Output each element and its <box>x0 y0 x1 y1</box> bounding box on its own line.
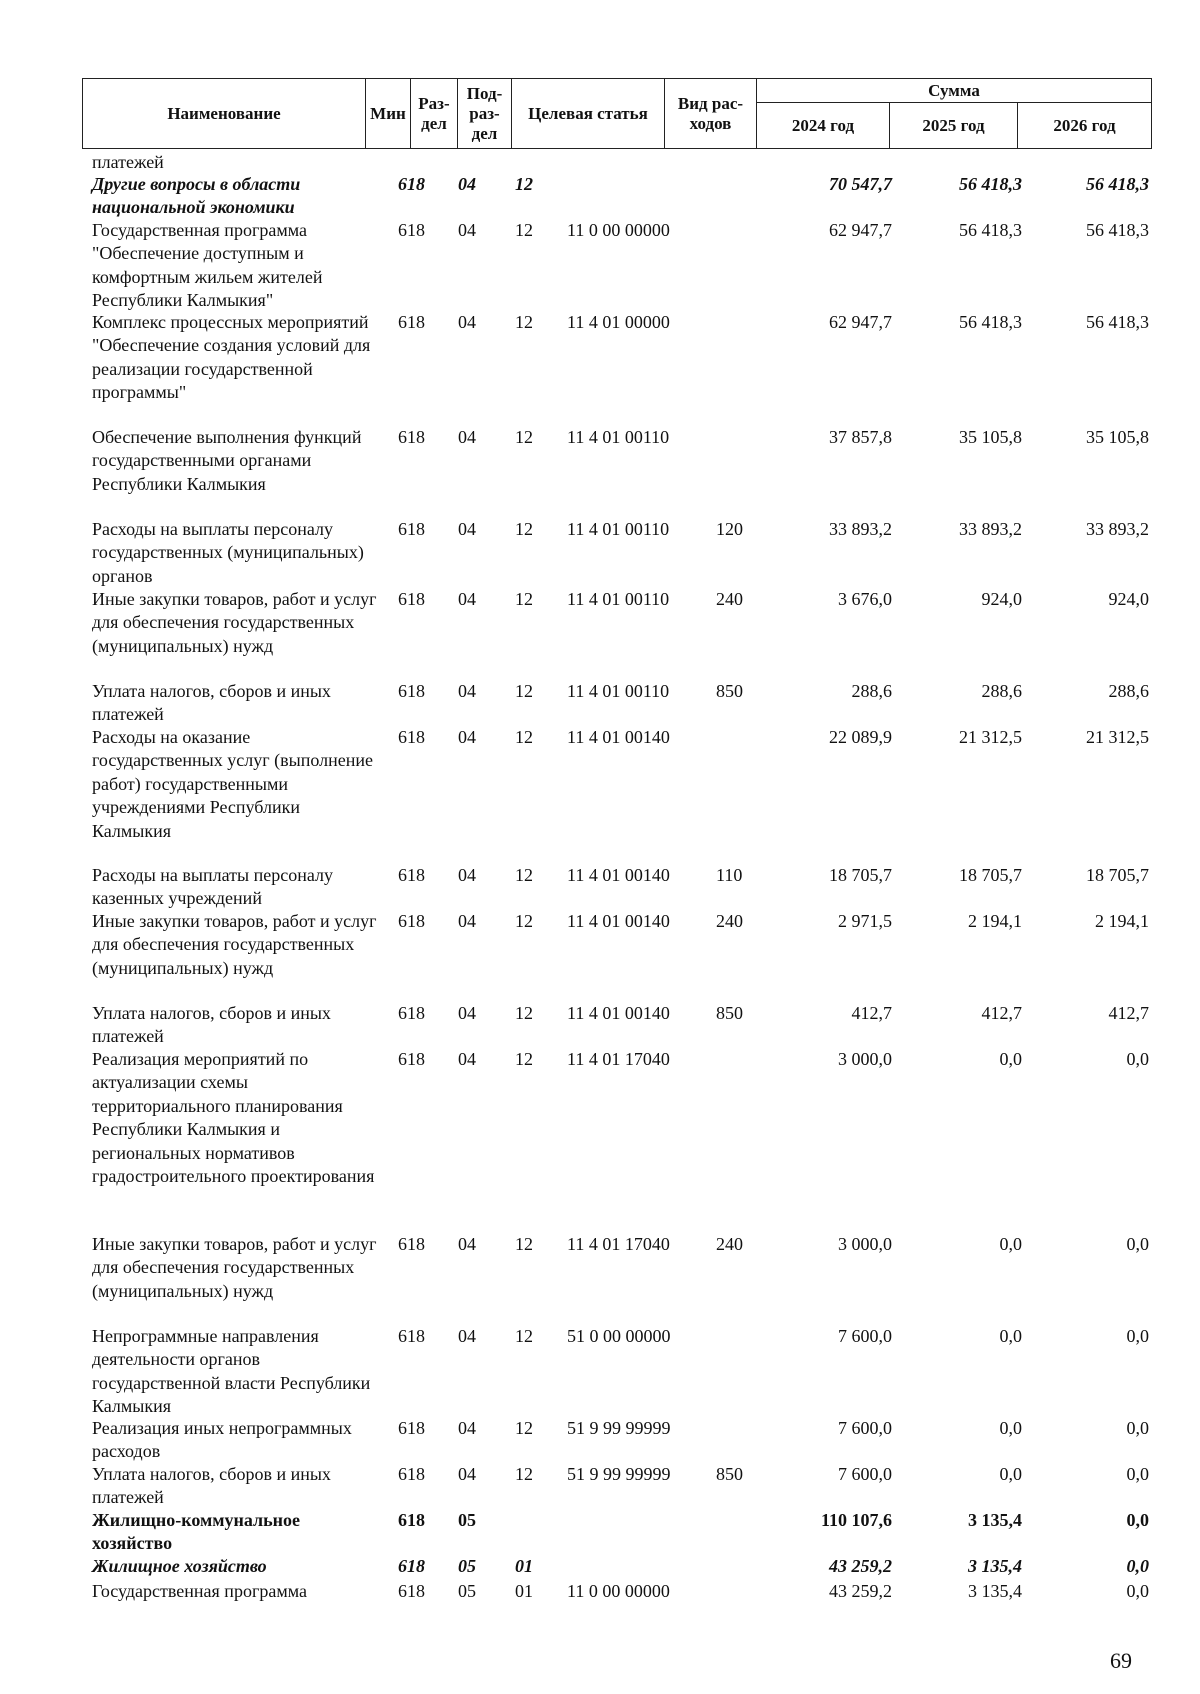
row-2026: 35 105,8 <box>1086 427 1149 447</box>
row-2024: 7 600,0 <box>838 1418 892 1438</box>
row-min: 618 <box>398 1234 425 1254</box>
row-name: Реализация мероприятий по актуализации схемы территориального планирования Республики Калмыкия и региональных нормативов градостроительного проектирования <box>92 1049 375 1187</box>
row-razdel: 04 <box>458 911 476 931</box>
row-2026: 21 312,5 <box>1086 727 1149 747</box>
row-2024: 70 547,7 <box>829 174 892 194</box>
row-celevaya: 11 4 01 00140 <box>567 911 670 931</box>
row-celevaya: 11 4 01 17040 <box>567 1234 670 1254</box>
row-celevaya: 11 4 01 17040 <box>567 1049 670 1069</box>
row-2025: 0,0 <box>999 1464 1022 1484</box>
row-min: 618 <box>398 1581 425 1601</box>
row-2026: 18 705,7 <box>1086 865 1149 885</box>
row-name: Расходы на оказание государственных услуг (выполнение работ) государственными учреждениями Республики Калмыкия <box>92 727 373 841</box>
row-celevaya: 11 4 01 00110 <box>567 681 670 701</box>
row-name: Государственная программа "Обеспечение доступным и комфортным жильем жителей Республики Калмыкия" <box>92 220 323 311</box>
header-2024: 2024 год <box>757 103 890 148</box>
row-2025: 56 418,3 <box>959 312 1022 332</box>
row-razdel: 04 <box>458 589 476 609</box>
row-podrazdel: 12 <box>515 1234 533 1254</box>
row-2026: 56 418,3 <box>1086 220 1149 240</box>
row-2025: 33 893,2 <box>959 519 1022 539</box>
row-2024: 412,7 <box>851 1003 892 1023</box>
row-name: Уплата налогов, сборов и иных платежей <box>92 1464 331 1508</box>
row-vid: 240 <box>716 911 743 931</box>
row-min: 618 <box>398 727 425 747</box>
row-razdel: 04 <box>458 1418 476 1438</box>
row-name: платежей <box>92 152 164 172</box>
row-celevaya: 51 0 00 00000 <box>567 1326 671 1346</box>
row-podrazdel: 12 <box>515 1003 533 1023</box>
row-2025: 0,0 <box>999 1326 1022 1346</box>
row-2024: 22 089,9 <box>829 727 892 747</box>
row-razdel: 04 <box>458 312 476 332</box>
row-razdel: 04 <box>458 220 476 240</box>
row-2026: 33 893,2 <box>1086 519 1149 539</box>
row-razdel: 04 <box>458 174 476 194</box>
row-min: 618 <box>398 312 425 332</box>
row-name: Другие вопросы в области национальной экономики <box>92 174 301 218</box>
row-vid: 240 <box>716 1234 743 1254</box>
row-podrazdel: 12 <box>515 589 533 609</box>
row-2024: 7 600,0 <box>838 1326 892 1346</box>
row-name: Непрограммные направления деятельности органов государственной власти Республики Калмыкия <box>92 1326 371 1417</box>
row-min: 618 <box>398 911 425 931</box>
row-2024: 3 000,0 <box>838 1234 892 1254</box>
row-min: 618 <box>398 865 425 885</box>
row-2026: 0,0 <box>1126 1464 1149 1484</box>
header-celevaya: Целевая статья <box>512 79 665 148</box>
row-celevaya: 11 4 01 00000 <box>567 312 670 332</box>
row-podrazdel: 12 <box>515 312 533 332</box>
row-name: Государственная программа <box>92 1581 307 1601</box>
row-name: Жилищно-коммунальное хозяйство <box>92 1510 301 1554</box>
row-2025: 288,6 <box>981 681 1022 701</box>
row-podrazdel: 12 <box>515 427 533 447</box>
header-podrazdel: Под-раз-дел <box>458 79 512 148</box>
row-2026: 0,0 <box>1126 1234 1149 1254</box>
row-2025: 412,7 <box>981 1003 1022 1023</box>
row-min: 618 <box>398 220 425 240</box>
row-vid: 240 <box>716 589 743 609</box>
row-2026: 0,0 <box>1126 1326 1149 1346</box>
row-name: Иные закупки товаров, работ и услуг для обеспечения государственных (муниципальных) нужд <box>92 911 377 978</box>
row-podrazdel: 12 <box>515 727 533 747</box>
row-2024: 18 705,7 <box>829 865 892 885</box>
row-celevaya: 11 4 01 00110 <box>567 427 670 447</box>
header-min: Мин <box>366 79 411 148</box>
row-razdel: 04 <box>458 1049 476 1069</box>
row-2025: 924,0 <box>981 589 1022 609</box>
row-celevaya: 11 0 00 00000 <box>567 1581 670 1601</box>
row-min: 618 <box>398 681 425 701</box>
row-razdel: 04 <box>458 427 476 447</box>
row-name: Расходы на выплаты персоналу государственных (муниципальных) органов <box>92 519 364 586</box>
row-2026: 0,0 <box>1126 1510 1149 1530</box>
row-vid: 110 <box>716 865 743 885</box>
row-celevaya: 11 4 01 00110 <box>567 519 670 539</box>
row-2025: 56 418,3 <box>959 174 1022 194</box>
row-vid: 850 <box>716 681 743 701</box>
row-vid: 120 <box>716 519 743 539</box>
header-name: Наименование <box>83 79 366 148</box>
row-podrazdel: 01 <box>515 1556 533 1576</box>
row-min: 618 <box>398 589 425 609</box>
row-name: Уплата налогов, сборов и иных платежей <box>92 1003 331 1047</box>
header-2025: 2025 год <box>890 103 1018 148</box>
row-min: 618 <box>398 1003 425 1023</box>
row-name: Иные закупки товаров, работ и услуг для обеспечения государственных (муниципальных) нужд <box>92 589 377 656</box>
row-2024: 110 107,6 <box>820 1510 892 1530</box>
row-2025: 3 135,4 <box>968 1556 1022 1576</box>
row-celevaya: 51 9 99 99999 <box>567 1464 671 1484</box>
row-2024: 288,6 <box>851 681 892 701</box>
row-podrazdel: 12 <box>515 911 533 931</box>
row-2025: 2 194,1 <box>968 911 1022 931</box>
row-2025: 21 312,5 <box>959 727 1022 747</box>
row-2025: 3 135,4 <box>968 1510 1022 1530</box>
row-podrazdel: 01 <box>515 1581 533 1601</box>
row-2025: 18 705,7 <box>959 865 1022 885</box>
row-min: 618 <box>398 1326 425 1346</box>
row-2025: 0,0 <box>999 1234 1022 1254</box>
row-2026: 0,0 <box>1126 1581 1149 1601</box>
row-2024: 3 000,0 <box>838 1049 892 1069</box>
page-number: 69 <box>1110 1648 1132 1673</box>
row-2024: 62 947,7 <box>829 312 892 332</box>
row-name: Уплата налогов, сборов и иных платежей <box>92 681 331 725</box>
row-vid: 850 <box>716 1003 743 1023</box>
header-vid: Вид рас-ходов <box>665 79 757 148</box>
row-razdel: 04 <box>458 1326 476 1346</box>
row-2026: 56 418,3 <box>1086 174 1149 194</box>
row-razdel: 04 <box>458 727 476 747</box>
row-2024: 43 259,2 <box>829 1581 892 1601</box>
row-2024: 43 259,2 <box>829 1556 892 1576</box>
row-podrazdel: 12 <box>515 681 533 701</box>
row-2024: 2 971,5 <box>838 911 892 931</box>
row-2026: 2 194,1 <box>1095 911 1149 931</box>
row-celevaya: 51 9 99 99999 <box>567 1418 671 1438</box>
row-min: 618 <box>398 1510 425 1530</box>
row-podrazdel: 12 <box>515 519 533 539</box>
row-podrazdel: 12 <box>515 1418 533 1438</box>
row-2025: 3 135,4 <box>968 1581 1022 1601</box>
row-2026: 288,6 <box>1108 681 1149 701</box>
row-name: Комплекс процессных мероприятий "Обеспечение создания условий для реализации государственной программы" <box>92 312 371 403</box>
row-name: Обеспечение выполнения функций государственными органами Республики Калмыкия <box>92 427 362 494</box>
row-2026: 412,7 <box>1108 1003 1149 1023</box>
row-min: 618 <box>398 1418 425 1438</box>
row-2024: 3 676,0 <box>838 589 892 609</box>
row-razdel: 04 <box>458 681 476 701</box>
row-razdel: 05 <box>458 1510 476 1530</box>
row-2024: 37 857,8 <box>829 427 892 447</box>
table-header <box>82 78 1152 149</box>
row-celevaya: 11 4 01 00140 <box>567 865 670 885</box>
header-razdel: Раз-дел <box>411 79 458 148</box>
row-vid: 850 <box>716 1464 743 1484</box>
row-2025: 0,0 <box>999 1049 1022 1069</box>
row-min: 618 <box>398 1556 425 1576</box>
row-name: Иные закупки товаров, работ и услуг для обеспечения государственных (муниципальных) нужд <box>92 1234 377 1301</box>
row-name: Жилищное хозяйство <box>92 1556 267 1576</box>
header-2026: 2026 год <box>1053 115 1116 135</box>
row-name: Реализация иных непрограммных расходов <box>92 1418 352 1462</box>
row-razdel: 05 <box>458 1556 476 1576</box>
row-podrazdel: 12 <box>515 1464 533 1484</box>
row-podrazdel: 12 <box>515 865 533 885</box>
row-2025: 0,0 <box>999 1418 1022 1438</box>
row-podrazdel: 12 <box>515 1326 533 1346</box>
row-2024: 62 947,7 <box>829 220 892 240</box>
row-razdel: 04 <box>458 519 476 539</box>
row-celevaya: 11 4 01 00110 <box>567 589 670 609</box>
row-razdel: 04 <box>458 1003 476 1023</box>
row-2024: 33 893,2 <box>829 519 892 539</box>
row-celevaya: 11 0 00 00000 <box>567 220 670 240</box>
row-podrazdel: 12 <box>515 1049 533 1069</box>
row-2025: 35 105,8 <box>959 427 1022 447</box>
header-summa: Сумма <box>757 79 1151 103</box>
row-podrazdel: 12 <box>515 174 533 194</box>
row-2026: 0,0 <box>1126 1418 1149 1438</box>
row-razdel: 04 <box>458 1464 476 1484</box>
row-min: 618 <box>398 427 425 447</box>
row-razdel: 05 <box>458 1581 476 1601</box>
row-min: 618 <box>398 174 425 194</box>
row-podrazdel: 12 <box>515 220 533 240</box>
row-min: 618 <box>398 1464 425 1484</box>
row-2026: 0,0 <box>1126 1556 1149 1576</box>
row-name: Расходы на выплаты персоналу казенных учреждений <box>92 865 333 909</box>
row-min: 618 <box>398 1049 425 1069</box>
row-razdel: 04 <box>458 1234 476 1254</box>
row-2026: 56 418,3 <box>1086 312 1149 332</box>
row-razdel: 04 <box>458 865 476 885</box>
row-2025: 56 418,3 <box>959 220 1022 240</box>
row-celevaya: 11 4 01 00140 <box>567 727 670 747</box>
row-celevaya: 11 4 01 00140 <box>567 1003 670 1023</box>
row-2024: 7 600,0 <box>838 1464 892 1484</box>
row-2026: 924,0 <box>1108 589 1149 609</box>
header-summa-group <box>757 79 1151 148</box>
row-min: 618 <box>398 519 425 539</box>
row-2026: 0,0 <box>1126 1049 1149 1069</box>
